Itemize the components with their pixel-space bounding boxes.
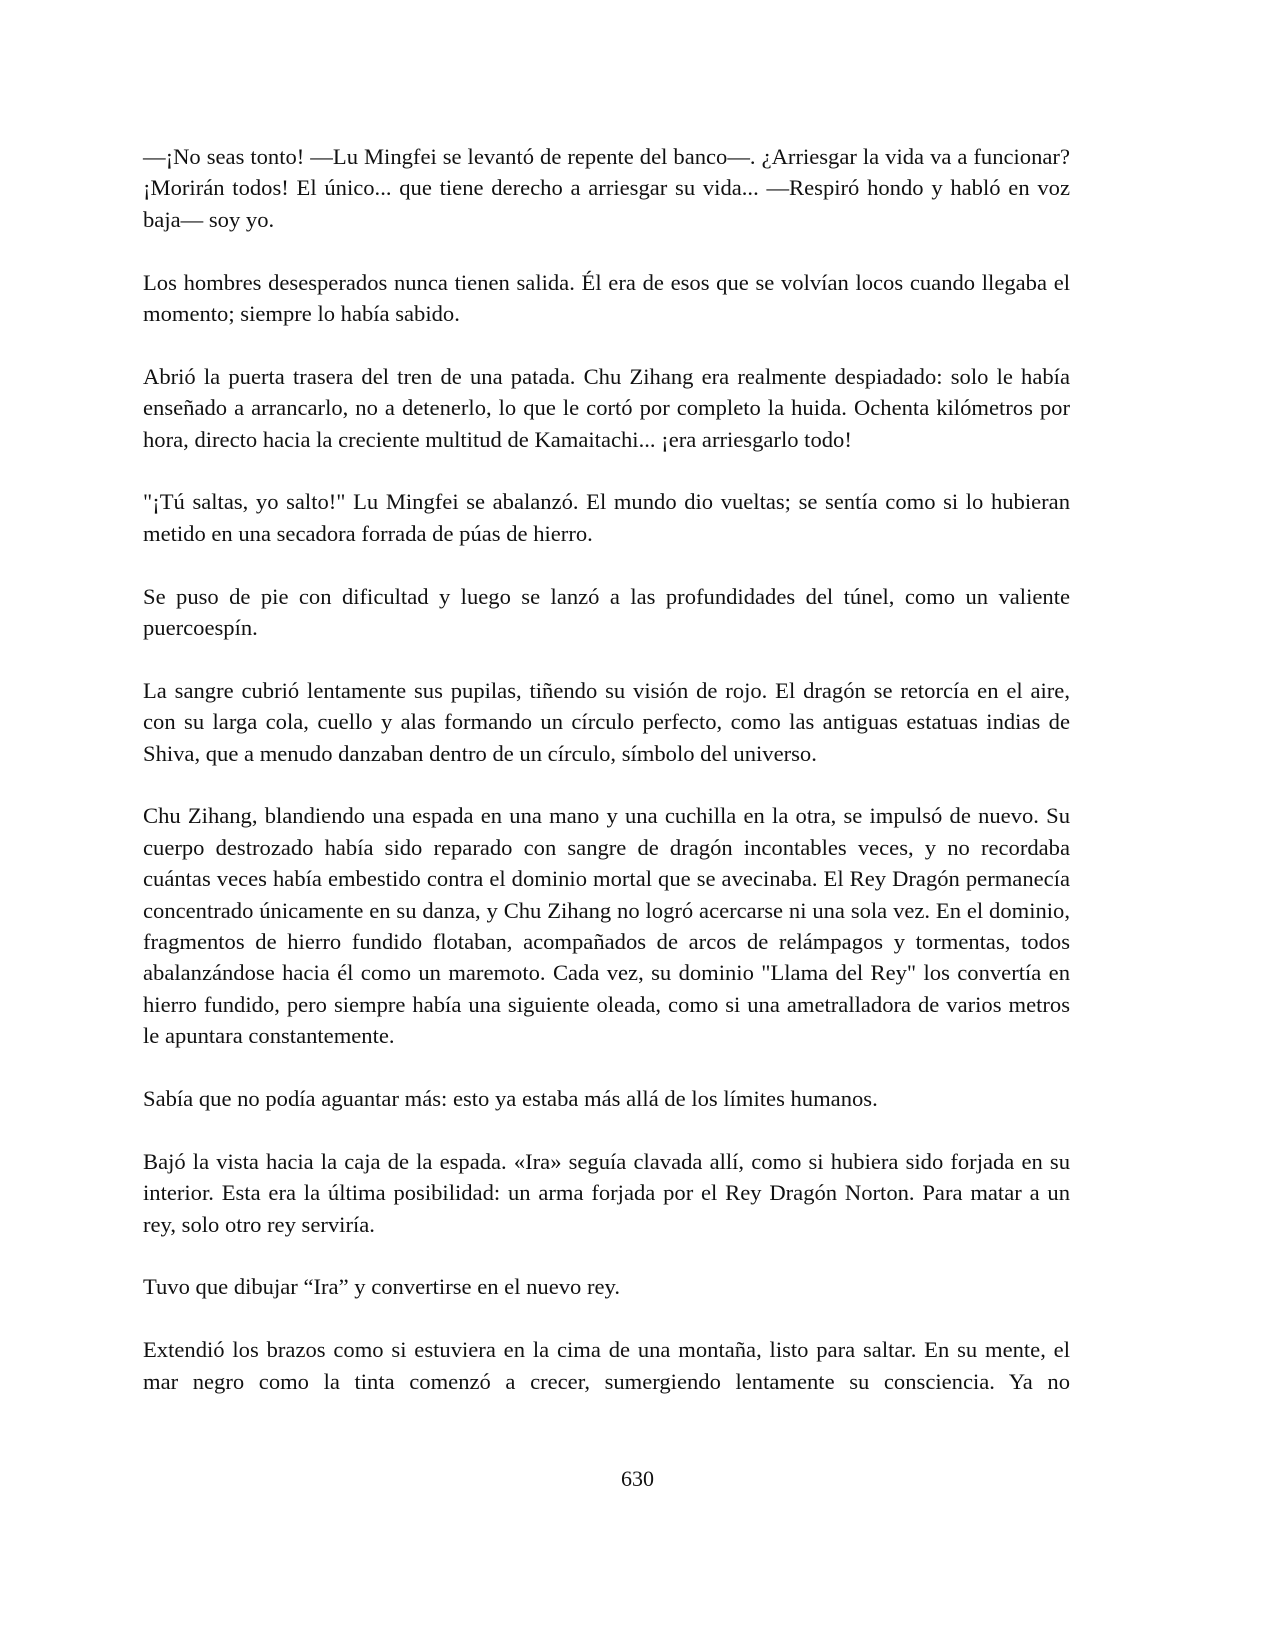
paragraph: Se puso de pie con dificultad y luego se lanzó a las profundidades del túnel, como un valiente puercoespín. <box>143 583 1070 641</box>
paragraph: Tuvo que dibujar “Ira” y convertirse en el nuevo rey. <box>143 1274 621 1300</box>
paragraph: Abrió la puerta trasera del tren de una patada. Chu Zihang era realmente despiadado: solo le había enseñado a arrancarlo, no a detenerlo, lo que le cortó por completo la huida. Ochenta kilómetros por hora, directo hacia la creciente multitud de Kamaitachi... ¡era arriesgarlo todo! <box>143 363 1070 452</box>
page-number: 630 <box>621 1466 654 1491</box>
paragraph: La sangre cubrió lentamente sus pupilas, tiñendo su visión de rojo. El dragón se retorcía en el aire, con su larga cola, cuello y alas formando un círculo perfecto, como las antiguas estatuas indias de Shiva, que a menudo danzaban dentro de un círculo, símbolo del universo. <box>143 677 1070 766</box>
paragraph: "¡Tú saltas, yo salto!" Lu Mingfei se abalanzó. El mundo dio vueltas; se sentía como si lo hubieran metido en una secadora forrada de púas de hierro. <box>143 489 1070 546</box>
paragraph: Bajó la vista hacia la caja de la espada. «Ira» seguía clavada allí, como si hubiera sido forjada en su interior. Esta era la última posibilidad: un arma forjada por el Rey Dragón Norton. Para matar a un rey, solo otro rey serviría. <box>143 1148 1070 1237</box>
paragraph: Sabía que no podía aguantar más: esto ya estaba más allá de los límites humanos. <box>143 1086 878 1112</box>
page-body <box>143 141 1070 1428</box>
paragraph: —¡No seas tonto! —Lu Mingfei se levantó de repente del banco—. ¿Arriesgar la vida va a funcionar? ¡Morirán todos! El único... que tiene derecho a arriesgar su vida... —Respiró hondo y habló en voz baja— soy yo. <box>143 144 1070 232</box>
paragraph: Los hombres desesperados nunca tienen salida. Él era de esos que se volvían locos cuando llegaba el momento; siempre lo había sabido. <box>143 269 1070 327</box>
paragraph-continued: Extendió los brazos como si estuviera en la cima de una montaña, listo para saltar. En su mente, el mar negro como la tinta comenzó a crecer, sumergiendo lentamente su consciencia. Ya no <box>143 1337 1070 1394</box>
paragraph: Chu Zihang, blandiendo una espada en una mano y una cuchilla en la otra, se impulsó de nuevo. Su cuerpo destrozado había sido reparado con sangre de dragón incontables veces, y no recordaba cuántas veces había embestido contra el dominio mortal que se avecinaba. El Rey Dragón permanecía concentrado únicamente en su danza, y Chu Zihang no logró acercarse ni una sola vez. En el dominio, fragmentos de hierro fundido flotaban, acompañados de arcos de relámpagos y tormentas, todos abalanzándose hacia él como un maremoto. Cada vez, su dominio "Llama del Rey" los convertía en hierro fundido, pero siempre había una siguiente oleada, como si una ametralladora de varios metros le apuntara constantemente. <box>143 803 1070 1049</box>
